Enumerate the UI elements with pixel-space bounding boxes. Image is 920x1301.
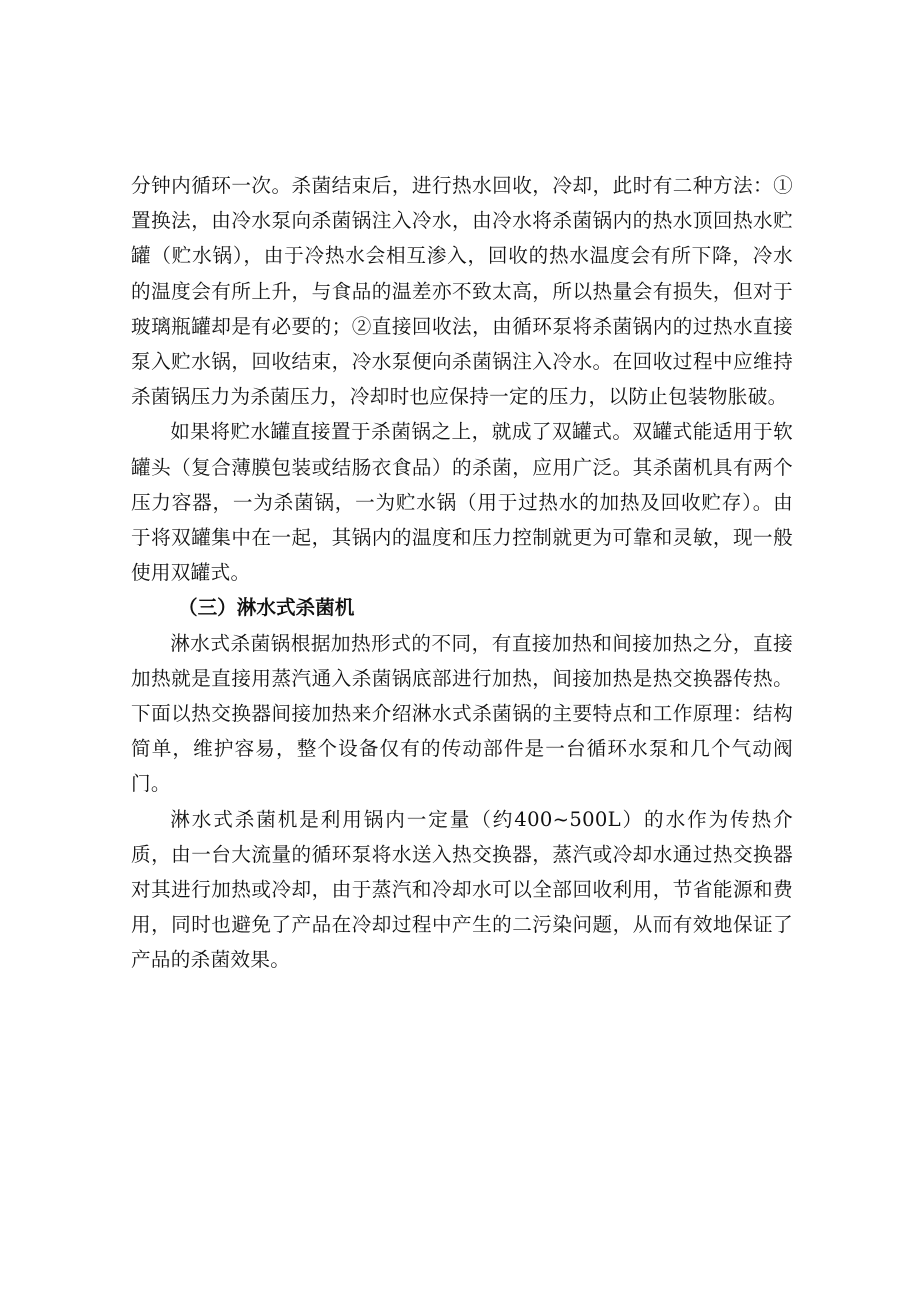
paragraph-water-spray-heating: 淋水式杀菌锅根据加热形式的不同，有直接加热和间接加热之分，直接加热就是直接用蒸汽通入杀菌锅底部进行加热，间接加热是热交换器传热。下面以热交换器间接加热来介绍淋水式杀菌锅的主要特点和工作原理：结构简单，维护容易，整个设备仅有的传动部件是一台循环水泵和几个气动阀门。: [131, 631, 793, 796]
document-page: [131, 168, 793, 978]
paragraph-hot-water-recovery: 分钟内循环一次。杀菌结束后，进行热水回收，冷却，此时有二种方法：①置换法，由冷水泵向杀菌锅注入冷水，由冷水将杀菌锅内的热水顶回热水贮罐（贮水锅），由于冷热水会相互渗入，回收的热水温度会有所下降，冷水的温度会有所上升，与食品的温差亦不致太高，所以热量会有损失，但对于玻璃瓶罐却是有必要的；②直接回收法，由循环泵将杀菌锅内的过热水直接泵入贮水锅，回收结束，冷水泵便向杀菌锅注入冷水。在回收过程中应维持杀菌锅压力为杀菌压力，冷却时也应保持一定的压力，以防止包装物胀破。: [131, 174, 793, 409]
paragraph-water-spray-principle: 淋水式杀菌机是利用锅内一定量（约400~500L）的水作为传热介质，由一台大流量的循环泵将水送入热交换器，蒸汽或冷却水通过热交换器对其进行加热或冷却，由于蒸汽和冷却水可以全部回收利用，节省能源和费用，同时也避免了产品在冷却过程中产生的二污染问题，从而有效地保证了产品的杀菌效果。: [131, 807, 793, 972]
section-heading: （三）淋水式杀菌机: [178, 596, 355, 620]
paragraph-double-tank: 如果将贮水罐直接置于杀菌锅之上，就成了双罐式。双罐式能适用于软罐头（复合薄膜包装或结肠衣食品）的杀菌，应用广泛。其杀菌机具有两个压力容器，一为杀菌锅，一为贮水锅（用于过热水的加热及回收贮存）。由于将双罐集中在一起，其锅内的温度和压力控制就更为可靠和灵敏，现一般使用双罐式。: [131, 420, 793, 585]
